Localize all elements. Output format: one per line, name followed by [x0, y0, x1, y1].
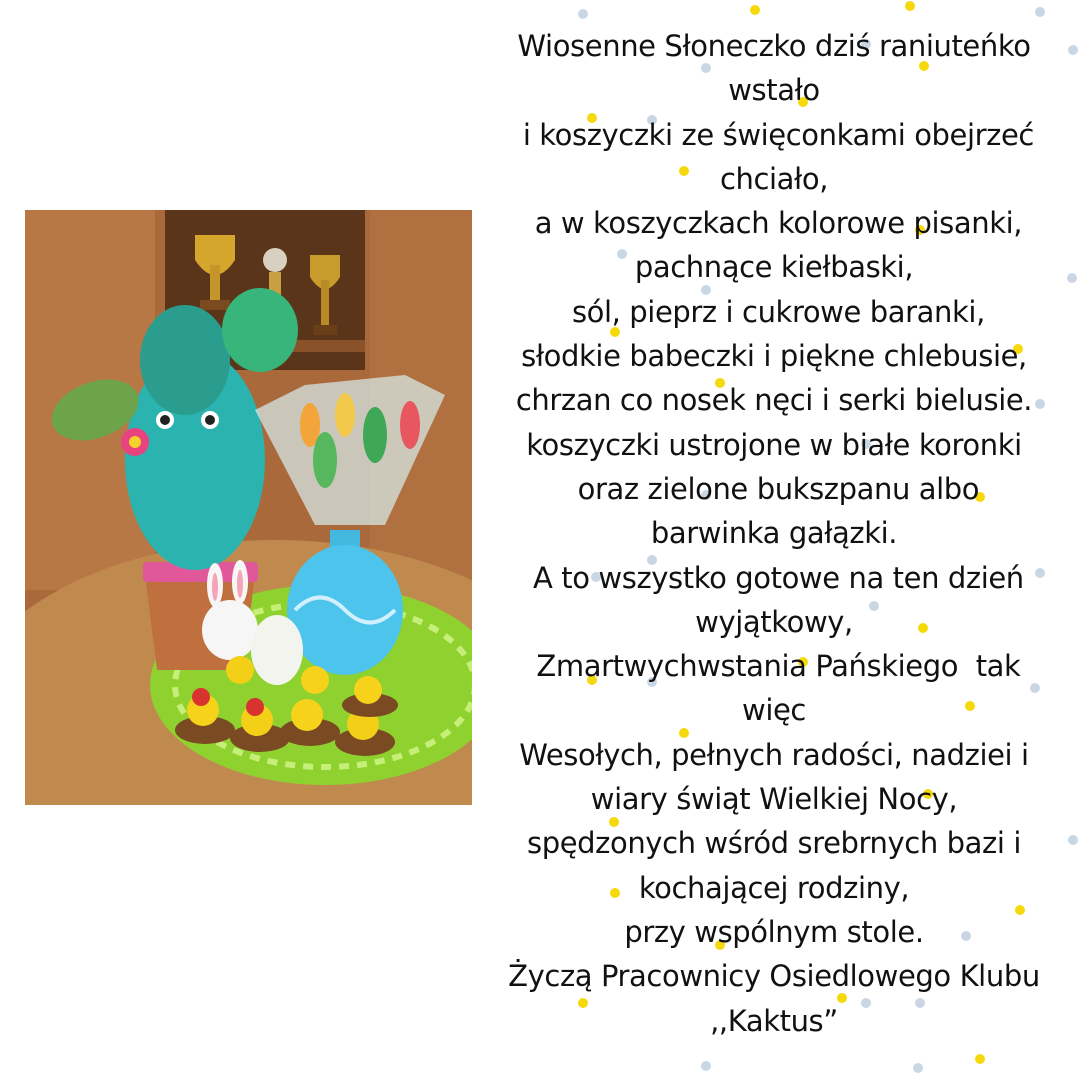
- poem-line: chciało,: [719, 161, 829, 196]
- poem-line: pachnące kiełbaski,: [634, 250, 914, 285]
- poem-line: spędzonych wśród srebrnych bazi i: [527, 826, 1021, 861]
- confetti-dot-yellow: [750, 5, 760, 15]
- poem-line: chrzan co nosek nęci i serki bielusie.: [515, 383, 1033, 418]
- poem-line: wiary świąt Wielkiej Nocy,: [590, 782, 958, 817]
- poem-line: więc: [742, 693, 806, 728]
- poem-line: koszyczki ustrojone w białe koronki: [526, 427, 1022, 462]
- easter-decoration-photo: [25, 210, 472, 805]
- poem-line: wyjątkowy,: [695, 604, 853, 639]
- poem-line: wstało: [728, 73, 820, 108]
- confetti-dot-blue: [701, 1061, 711, 1071]
- confetti-dot-blue: [1068, 835, 1078, 845]
- confetti-dot-blue: [1068, 45, 1078, 55]
- poem-line: i koszyczki ze święconkami obejrzeć: [514, 117, 1034, 152]
- easter-greeting-poem: [490, 24, 1058, 1043]
- poem-line: Wesołych, pełnych radości, nadziei i: [519, 737, 1029, 772]
- confetti-dot-blue: [913, 1063, 923, 1073]
- poem-line: kochającej rodziny,: [638, 870, 910, 905]
- easter-egg: [251, 615, 303, 685]
- poem-line: A to wszystko gotowe na ten dzień: [524, 560, 1024, 595]
- poem-line: przy wspólnym stole.: [624, 914, 924, 949]
- confetti-dot-blue: [1035, 7, 1045, 17]
- confetti-dot-blue: [1067, 273, 1077, 283]
- confetti-dot-blue: [578, 9, 588, 19]
- poem-line: sól, pieprz i cukrowe baranki,: [563, 294, 985, 329]
- poem-line: oraz zielone bukszpanu albo: [568, 471, 980, 506]
- poem-line: a w koszyczkach kolorowe pisanki,: [525, 206, 1023, 241]
- confetti-dot-yellow: [905, 1, 915, 11]
- poem-line: Wiosenne Słoneczko dziś raniuteńko: [517, 29, 1031, 63]
- easter-decoration-illustration: [25, 210, 472, 805]
- poem-line: Zmartwychwstania Pańskiego tak: [527, 649, 1021, 684]
- poem-line: ,,Kaktus”: [710, 1003, 838, 1038]
- confetti-dot-yellow: [975, 1054, 985, 1064]
- poem-line: słodkie babeczki i piękne chlebusie,: [521, 339, 1027, 374]
- poem-line: Życzą Pracownicy Osiedlowego Klubu: [508, 959, 1040, 994]
- poem-line: barwinka gałązki.: [650, 516, 898, 551]
